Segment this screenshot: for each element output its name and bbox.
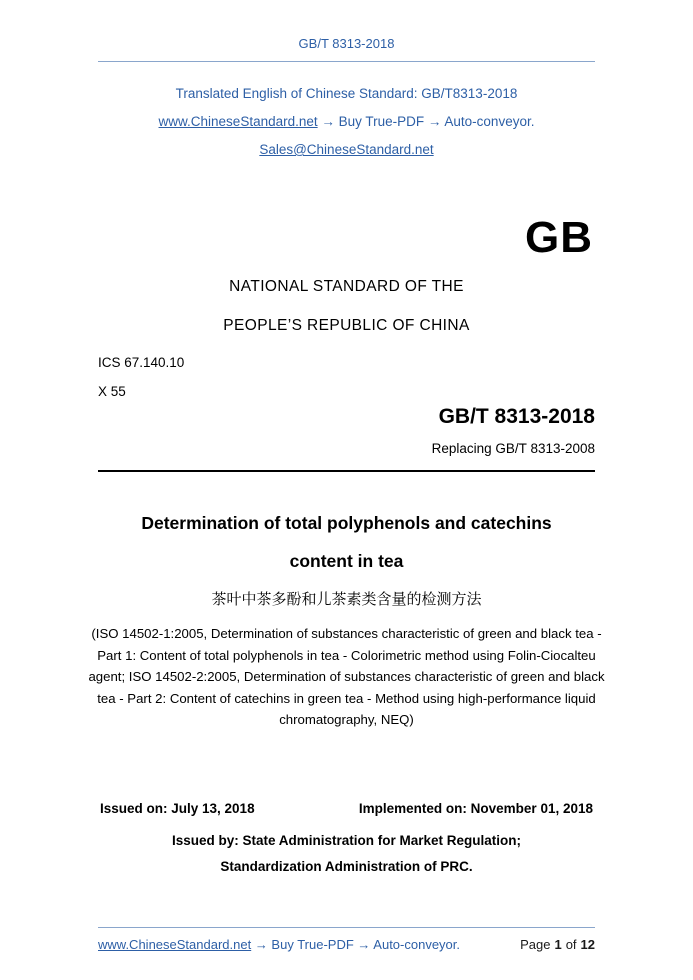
- header-doc-code: GB/T 8313-2018: [298, 36, 395, 51]
- chinesestandard-link[interactable]: www.ChineseStandard.net: [158, 114, 318, 129]
- title-english: [0, 504, 693, 580]
- national-standard-line1: NATIONAL STANDARD OF THE: [229, 278, 464, 295]
- sales-email-link[interactable]: Sales@ChineseStandard.net: [259, 142, 434, 157]
- header-rule: [98, 61, 595, 62]
- footer-tagline-line: [98, 937, 460, 952]
- buy-tagline: → Buy True-PDF → Auto-conveyor.: [317, 114, 535, 129]
- sales-line: [0, 136, 693, 164]
- divider-rule: [98, 470, 595, 472]
- iso-equivalence-note: (ISO 14502-1:2005, Determination of substances characteristic of green and black tea - Part 1: Content of total polyphenols in tea - Colorimetric method using Folin-Ciocalteu agent; ISO 14502-2:2005, Determination of substances characteristic of green and black tea - Part 2: Content of catechins in green tea - Method using high-performance liquid chromatography, NEQ): [88, 626, 605, 727]
- page-indicator: [516, 937, 595, 952]
- page-label: Page: [520, 937, 551, 952]
- page-footer: [0, 917, 693, 952]
- footer-rule: [98, 927, 595, 928]
- header-links-block: [0, 80, 693, 164]
- issued-by-line1: Issued by: State Administration for Market Regulation;: [171, 832, 522, 848]
- class-code: X 55: [98, 384, 126, 399]
- issued-on: Issued on: July 13, 2018: [100, 800, 255, 816]
- title-en-line2: content in tea: [289, 551, 404, 571]
- title-chinese: 茶叶中茶多酚和儿茶素类含量的检测方法: [211, 591, 482, 608]
- issued-by-line2: Standardization Administration of PRC.: [220, 858, 473, 874]
- standard-number: GB/T 8313-2018: [438, 405, 595, 428]
- footer-buy-tagline: → Buy True-PDF → Auto-conveyor.: [251, 937, 461, 952]
- national-standard-line2: PEOPLE’S REPUBLIC OF CHINA: [223, 317, 470, 334]
- site-tagline-line: [0, 108, 693, 136]
- classification-block: [0, 355, 693, 399]
- title-en-line1: Determination of total polyphenols and catechins: [141, 513, 552, 533]
- gb-logo: GB: [525, 213, 593, 262]
- issued-by-block: [0, 828, 693, 880]
- dates-row: [100, 801, 593, 816]
- of-label: of: [565, 937, 577, 952]
- page-total: 12: [580, 937, 595, 952]
- ics-code: ICS 67.140.10: [98, 355, 185, 370]
- translated-note: Translated English of Chinese Standard: GB/T8313-2018: [175, 86, 518, 101]
- implemented-on: Implemented on: November 01, 2018: [358, 800, 593, 816]
- footer-chinesestandard-link[interactable]: www.ChineseStandard.net: [98, 937, 252, 952]
- replacing-note: Replacing GB/T 8313-2008: [431, 441, 595, 456]
- page-number: 1: [554, 937, 562, 952]
